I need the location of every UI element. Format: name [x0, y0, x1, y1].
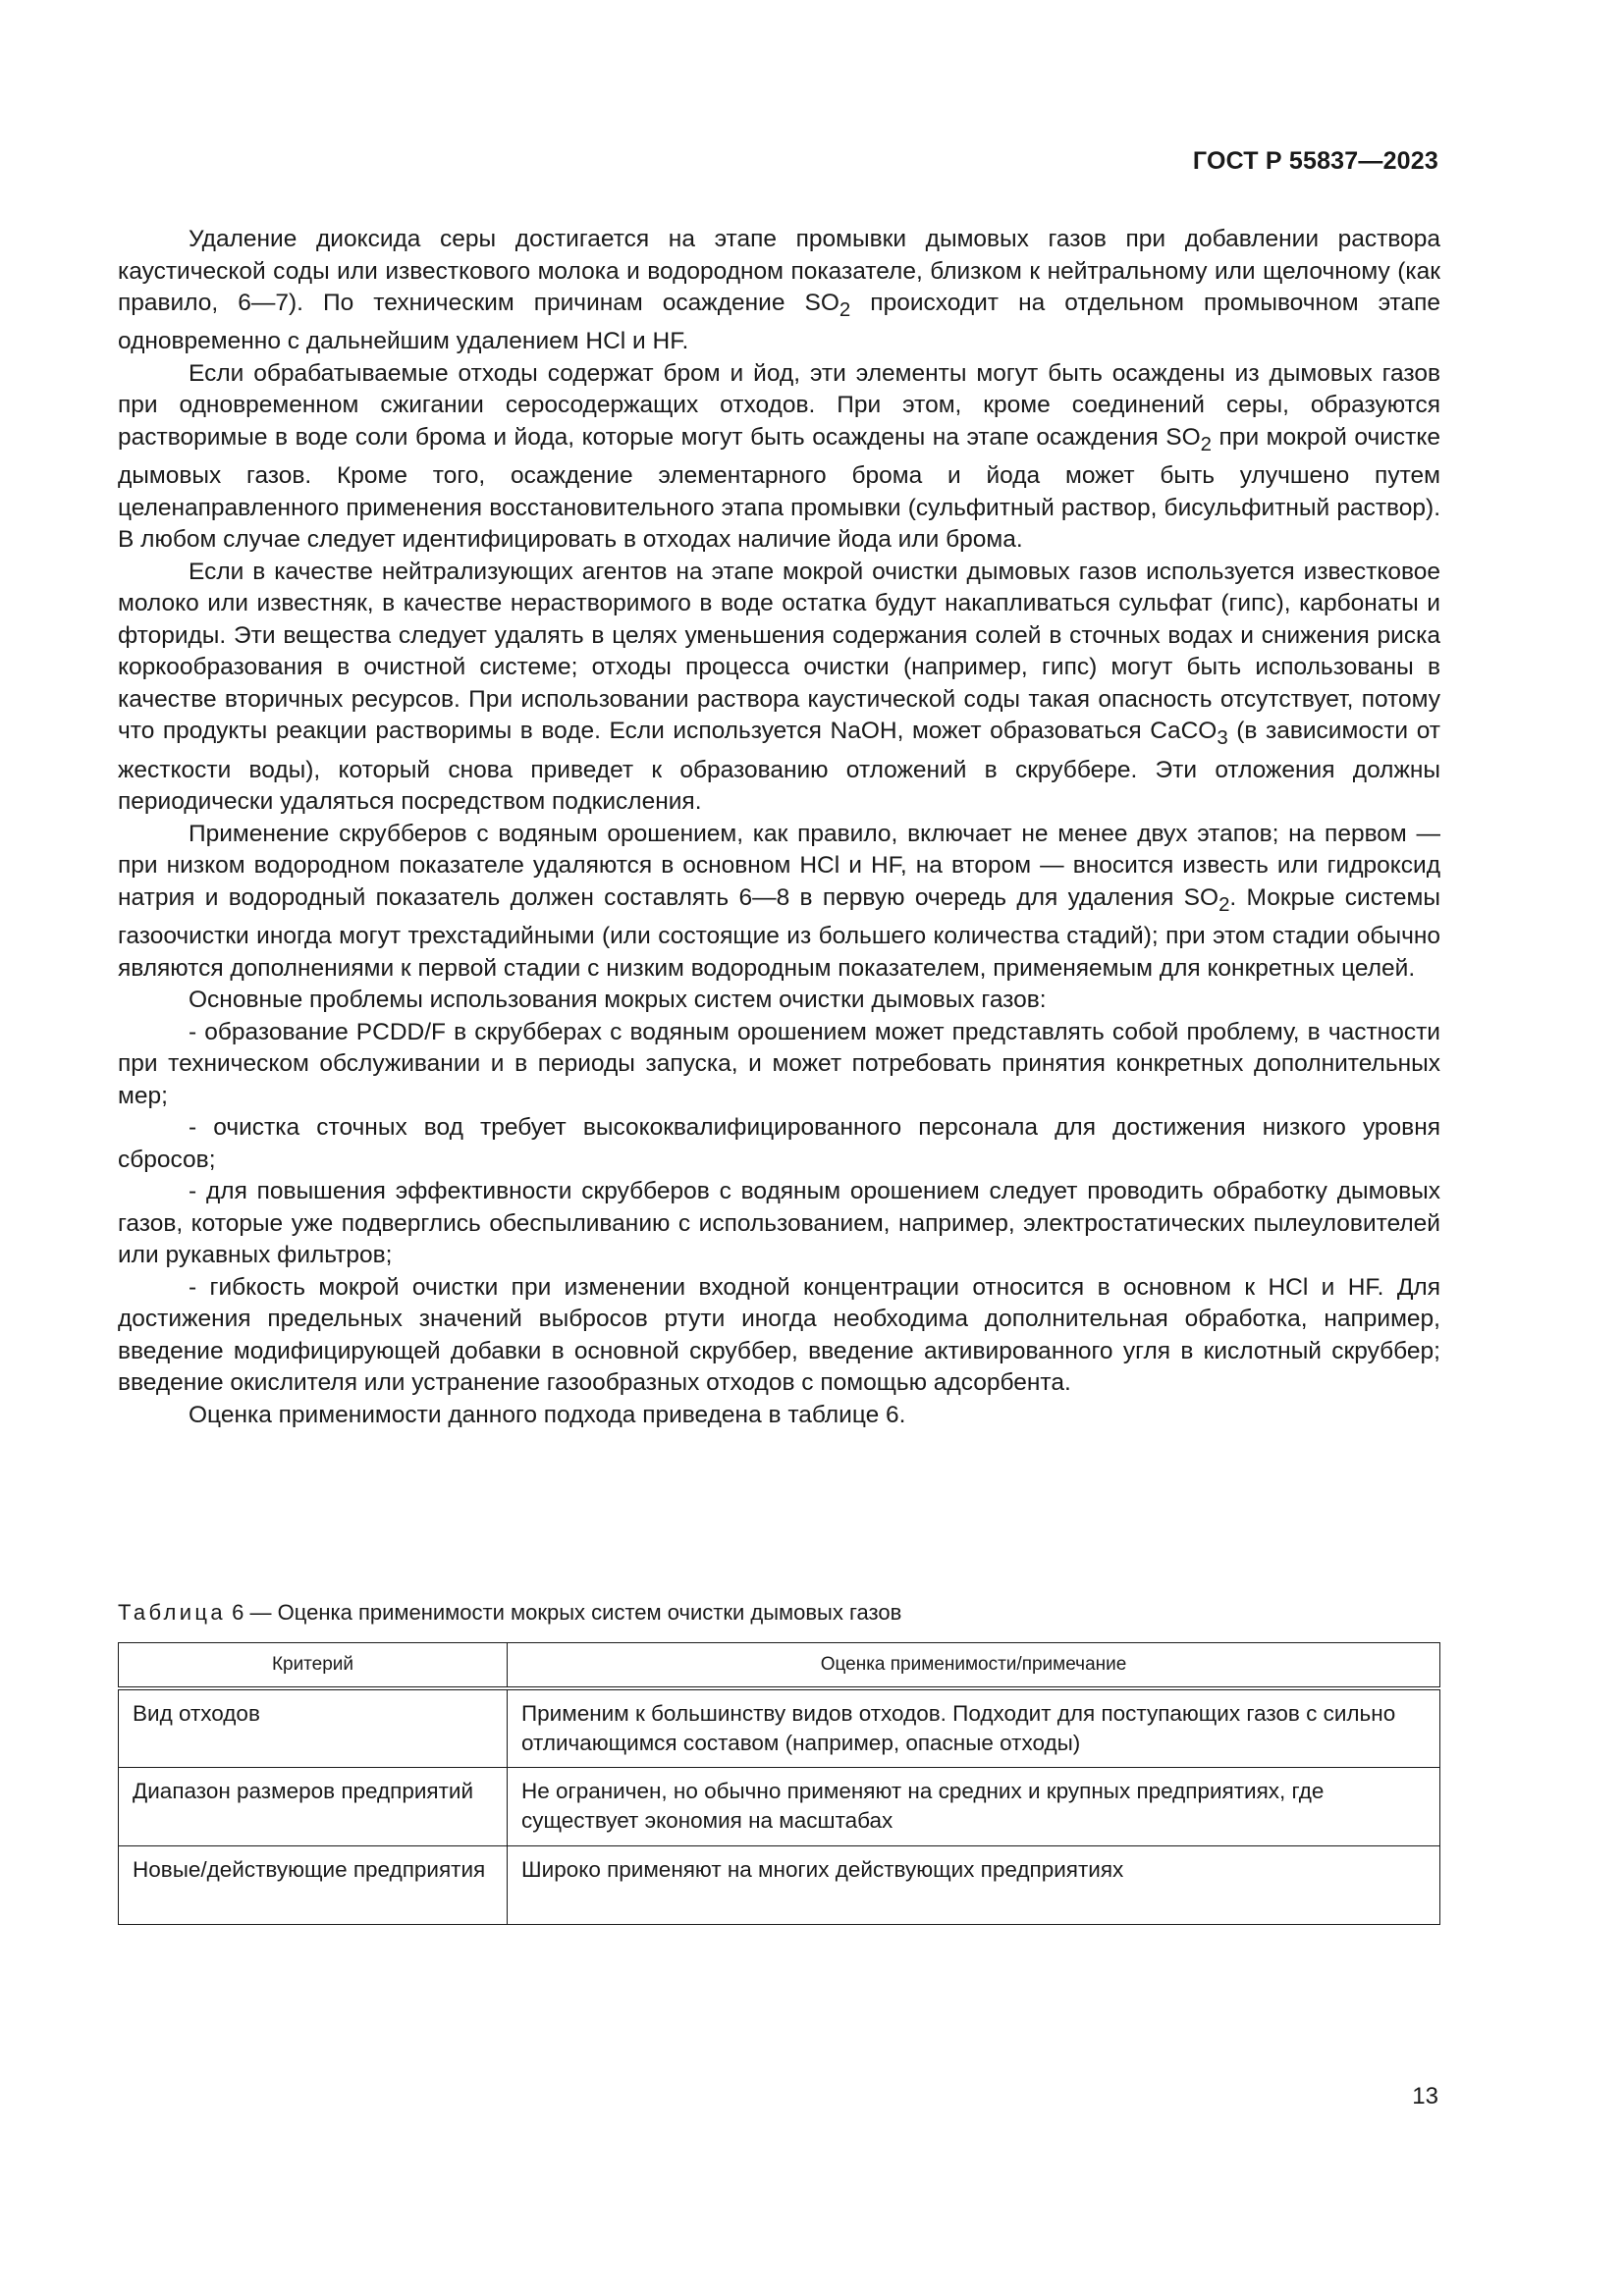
table-cell-criterion: Вид отходов: [119, 1688, 508, 1768]
list-item-wastewater: - очистка сточных вод требует высококвалифицированного персонала для достижения низкого уровня сбросов;: [118, 1114, 1440, 1173]
paragraph-main-problems: Основные проблемы использования мокрых систем очистки дымовых газов:: [189, 987, 1047, 1014]
table-cell-assessment: Применим к большинству видов отходов. Подходит для поступающих газов с сильно отличающимся составом (например, опасные отходы): [508, 1688, 1440, 1768]
table-row: [119, 1846, 1440, 1925]
table-row: [119, 1768, 1440, 1846]
body-text: [118, 224, 1440, 1431]
list-item-pcdd: - образование PCDD/F в скрубберах с водяным орошением может представлять собой проблему, в частности при техническом обслуживании и в периоды запуска, и может потребовать принятия конкретных дополнительных мер;: [118, 1018, 1440, 1109]
applicability-table: [118, 1642, 1440, 1925]
table-cell-assessment: Не ограничен, но обычно применяют на средних и крупных предприятиях, где существует экономия на масштабах: [508, 1768, 1440, 1846]
page-number: 13: [1412, 2083, 1438, 2109]
table-cell-criterion: Диапазон размеров предприятий: [119, 1768, 508, 1846]
header-assessment: Оценка применимости/примечание: [508, 1643, 1440, 1689]
table-cell-criterion: Новые/действующие предприятия: [119, 1846, 508, 1925]
paragraph-so2-removal: Удаление диоксида серы достигается на этапе промывки дымовых газов при добавлении раствора каустической соды или известкового молока и водородном показателе, близком к нейтральному или щелочному (как правило, 6—7). По техническим причинам осаждение $SO_2$ происходит на отдельном промывочном этапе одновременно с дальнейшим удалением HCl и HF.: [118, 226, 1441, 355]
table-header-row: [119, 1643, 1440, 1689]
table-row: [119, 1688, 1440, 1768]
table-cell-assessment: Широко применяют на многих действующих предприятиях: [508, 1846, 1440, 1925]
table-caption: Таблица 6 — Оценка применимости мокрых систем очистки дымовых газов: [118, 1600, 902, 1625]
list-item-efficiency: - для повышения эффективности скрубберов с водяным орошением следует проводить обработку дымовых газов, которые уже подверглись обеспыливанию с использованием, например, электростатических пылеуловителей или рукавных фильтров;: [118, 1178, 1440, 1269]
paragraph-scrubber-stages: Применение скрубберов с водяным орошением, как правило, включает не менее двух этапов; на первом — при низком водородном показателе удаляются в основном HCl и HF, на втором — вносится известь или гидроксид натрия и водородный показатель должен составлять 6—8 в первую очередь для удаления $SO_2$. Мокрые системы газоочистки иногда могут трехстадийными (или состоящие из большего количества стадий); при этом стадии обычно являются дополнениями к первой стадии с низким водородным показателем, применяемым для конкретных целей.: [118, 820, 1440, 982]
paragraph-neutralizing-agents: Если в качестве нейтрализующих агентов на этапе мокрой очистки дымовых газов используется известковое молоко или известняк, в качестве нерастворимого в воде остатка будут накапливаться сульфат (гипс), карбонаты и фториды. Эти вещества следует удалять в целях уменьшения содержания солей в сточных водах и снижения риска коркообразования в очистной системе; отходы процесса очистки (например, гипс) могут быть использованы в качестве вторичных ресурсов. При использовании раствора каустической соды такая опасность отсутствует, потому что продукты реакции растворимы в воде. Если используется NaOH, может образоваться CaCO$_3$ (в зависимости от жесткости воды), который снова приведет к образованию отложений в скруббере. Эти отложения должны периодически удаляться посредством подкисления.: [118, 558, 1440, 816]
header-criterion: Критерий: [119, 1643, 508, 1689]
list-item-flexibility: - гибкость мокрой очистки при изменении входной концентрации относится в основном к HCl и HF. Для достижения предельных значений выбросов ртути иногда необходима дополнительная обработка, например, введение модифицирующей добавки в основной скруббер, введение активированного угля в кислотный скруббер; введение окислителя или устранение газообразных отходов с помощью адсорбента.: [118, 1273, 1440, 1397]
paragraph-bromine-iodine: Если обрабатываемые отходы содержат бром и йод, эти элементы могут быть осаждены из дымовых газов при одновременном сжигании серосодержащих отходов. При этом, кроме соединений серы, образуются растворимые в воде соли брома и йода, которые могут быть осаждены на этапе осаждения $SO_2$ при мокрой очистке дымовых газов. Кроме того, осаждение элементарного брома и йода может быть улучшено путем целенаправленного применения восстановительного этапа промывки (сульфитный раствор, бисульфитный раствор). В любом случае следует идентифицировать в отходах наличие йода или брома.: [118, 359, 1440, 554]
paragraph-table-reference: Оценка применимости данного подхода приведена в таблице 6.: [189, 1401, 906, 1428]
document-code: ГОСТ Р 55837—2023: [1192, 147, 1438, 175]
